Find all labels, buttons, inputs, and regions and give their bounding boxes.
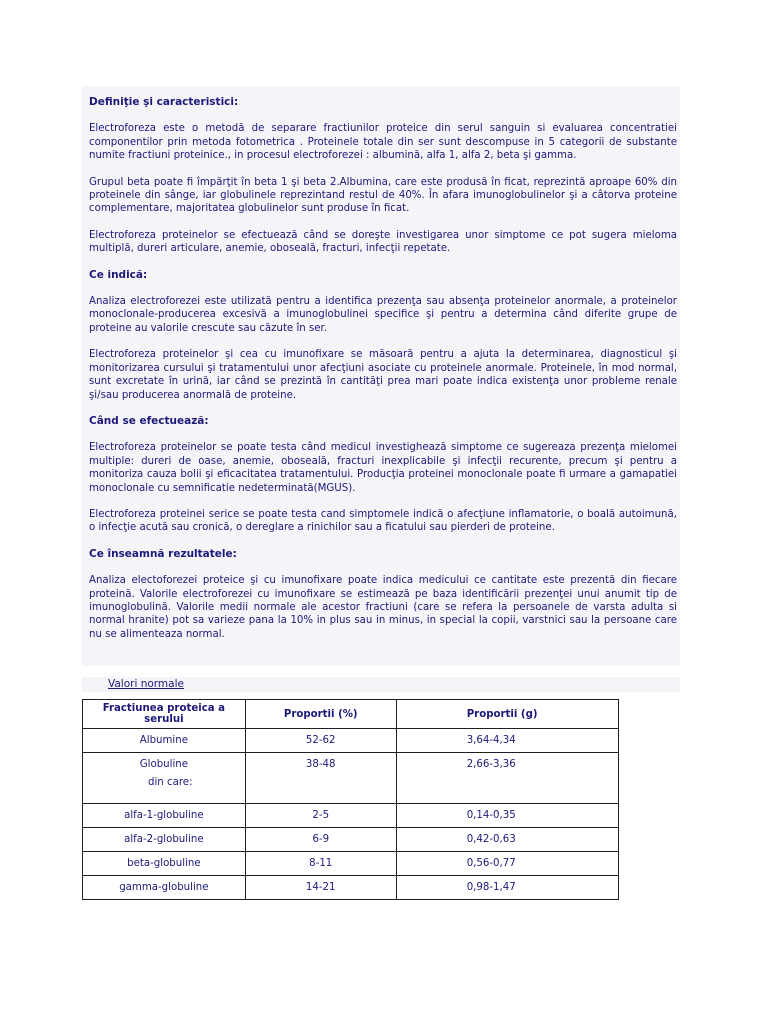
table-cell [396,753,618,804]
table-header-row [83,700,619,729]
table-row [83,729,619,753]
paragraph: Electroforeza proteinelor se efectuează când se doreşte investigarea unor simptome ce pot sugera mieloma multiplă, dureri articulare, anemie, oboseală, fracturi, infecţii repetate. [89,229,677,255]
table-cell: 14-21 [245,876,396,900]
column-header: Fractiunea proteica a serului [83,700,246,729]
table-cell: 0,42-0,63 [396,828,618,852]
column-header: Proportii (%) [245,700,396,729]
table-cell [245,753,396,804]
table-cell: 0,56-0,77 [396,852,618,876]
cell-text: 38-48 [305,759,336,770]
table-row [83,828,619,852]
normal-values-table [82,699,619,900]
paragraph: Electroforeza proteinelor se poate testa când medicul investighează simptome ce sugereaza prezenţa mielomei multiple: dureri de oase, anemie, oboseală, fracturi inexplicabile şi infecţii recurente, precum şi pentru a monitoriza cauza bolii şi eficacitatea tratamentului. Producţia proteinei monoclonale poate fi urmare a gamapatiei monoclonale cu semnificatie nedeterminată(MGUS). [89,442,677,494]
table-cell: 0,14-0,35 [396,804,618,828]
cell-text: Globuline [139,759,189,770]
section-heading-cand-se-efectueaza: Când se efectuează: [89,414,209,427]
table-cell: alfa-1-globuline [83,804,246,828]
table-cell [83,753,246,804]
paragraph: Electroforeza proteinei serice se poate testa cand simptomele indică o afecţiune inflamatorie, o boală autoimună, o infecţie acută sau cronică, o dereglare a rinichilor sau a ficatului sau pierderi de proteine. [89,508,677,534]
table-row [83,852,619,876]
table-cell: alfa-2-globuline [83,828,246,852]
table-row [83,753,619,804]
table-cell: 6-9 [245,828,396,852]
section-heading-rezultatele: Ce înseamnă rezultatele: [89,547,237,560]
table-row [83,876,619,900]
cell-subtext: din care: [148,777,193,788]
paragraph: Grupul beta poate fi împărţit în beta 1 şi beta 2.Albumina, care este produsă în ficat, reprezintă aproape 60% din proteinele din sânge, iar globulinele reprezintand restul de 40%. În afara imunoglobulinelor şi a câtorva proteine complementare, majoritatea globulinelor sunt produse în ficat. [89,176,677,215]
table-cell: Albumine [83,729,246,753]
table-cell: 0,98-1,47 [396,876,618,900]
table-cell: 3,64-4,34 [396,729,618,753]
table-cell: 2-5 [245,804,396,828]
section-heading-ce-indica: Ce indică: [89,268,148,281]
table-cell: 8-11 [245,852,396,876]
paragraph: Electroforeza proteinelor şi cea cu imunofixare se măsoară pentru a ajuta la determinarea, diagnosticul şi monitorizarea cursului şi tratamentului unor afecţiuni asociate cu proteinele anormale. Proteinele, în mod normal, sunt excretate în urină, iar când se prezintă în cantităţi prea mari poate indica existenţa unor probleme renale şi/sau producerea anormală de proteine. [89,349,677,401]
paragraph: Electroforeza este o metodă de separare fractiunilor proteice din serul sanguin si evaluarea concentratiei componentilor prin metoda fotometrica . Proteinele totale din ser sunt descompuse in 5 categorii de substante numite fractiuni proteinice., in procesul electroforezei : albumină, alfa 1, alfa 2, beta şi gamma. [89,123,677,162]
table-row [83,804,619,828]
valori-normale-link[interactable]: Valori normale [108,678,184,690]
table-cell: 52-62 [245,729,396,753]
paragraph: Analiza electroforezei este utilizată pentru a identifica prezenţa sau absenţa proteinelor anormale, a proteinelor monoclonale-producerea excesivă a imunoglobulinei specifice şi pentru a determina când diferite grupe de proteine au valorile crescute sau căzute în ser. [89,296,677,334]
cell-text: 2,66-3,36 [466,759,516,770]
section-heading-definitie: Definiţie şi caracteristici: [89,96,239,108]
column-header: Proportii (g) [396,700,618,729]
table-cell: gamma-globuline [83,876,246,900]
table-cell: beta-globuline [83,852,246,876]
article-text [89,96,677,654]
paragraph: Analiza electoforezei proteice şi cu imunofixare poate indica medicului ce cantitate este prezentă din fiecare proteină. Valorile electroforezei cu imunofixare se estimează pe baza identificării prezenţei unui anumit tip de imunoglobulină. Valorile medii normale ale acestor fractiuni (care se refera la persoanele de varsta adulta si normal hranite) pot sa varieze pana la 10% in plus sau in minus, in special la copii, varstnici sau la persoane care nu se alimenteaza normal. [89,575,677,640]
